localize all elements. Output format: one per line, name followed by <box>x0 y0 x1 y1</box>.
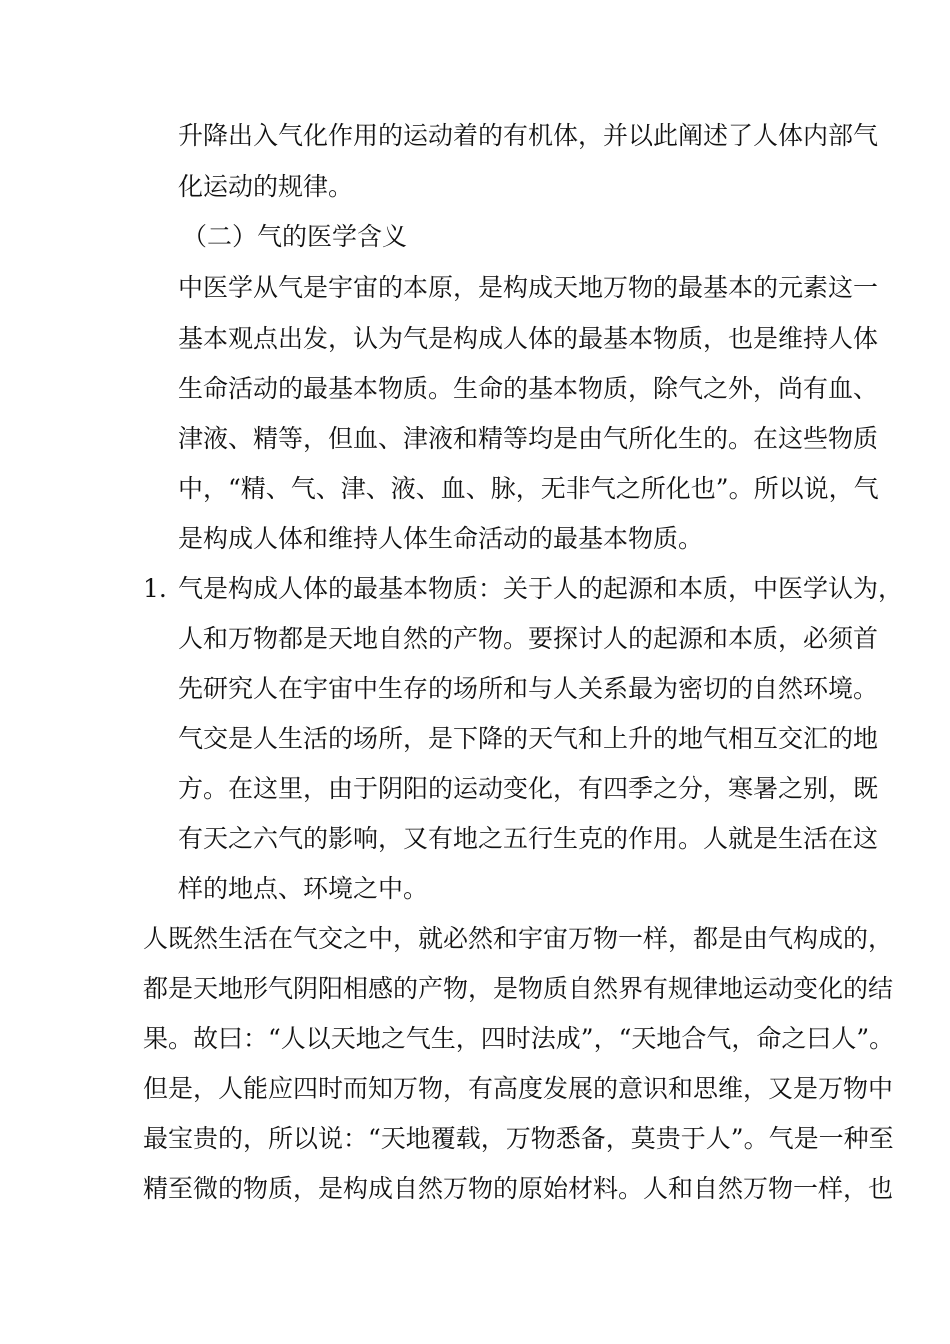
paragraph-line: 精至微的物质，是构成自然万物的原始材料。人和自然万物一样，也 <box>143 1174 894 1203</box>
list-item-line: 先研究人在宇宙中生存的场所和与人关系最为密切的自然环境。 <box>178 674 879 703</box>
list-item-line: 有天之六气的影响，又有地之五行生克的作用。人就是生活在这 <box>178 824 879 853</box>
list-item-line: 气交是人生活的场所，是下降的天气和上升的地气相互交汇的地 <box>178 724 879 753</box>
paragraph-line: 但是，人能应四时而知万物，有高度发展的意识和思维，又是万物中 <box>143 1074 894 1103</box>
paragraph-line: 中，“精、气、津、液、血、脉，无非气之所化也”。所以说，气 <box>178 474 879 503</box>
section-heading: （二）气的医学含义 <box>182 222 408 251</box>
list-item-line: 气是构成人体的最基本物质：关于人的起源和本质，中医学认为， <box>178 574 904 603</box>
paragraph-line: 化运动的规律。 <box>178 172 354 201</box>
paragraph-line: 是构成人体和维持人体生命活动的最基本物质。 <box>178 524 704 553</box>
paragraph-line: 都是天地形气阴阳相感的产物，是物质自然界有规律地运动变化的结 <box>143 974 894 1003</box>
paragraph-line: 升降出入气化作用的运动着的有机体，并以此阐述了人体内部气 <box>178 121 879 150</box>
paragraph-line: 基本观点出发，认为气是构成人体的最基本物质，也是维持人体 <box>178 324 879 353</box>
paragraph-line: 中医学从气是宇宙的本原，是构成天地万物的最基本的元素这一 <box>178 273 879 302</box>
paragraph-line: 生命活动的最基本物质。生命的基本物质，除气之外，尚有血、 <box>178 374 879 403</box>
paragraph-line: 人既然生活在气交之中，就必然和宇宙万物一样，都是由气构成的， <box>143 924 894 953</box>
list-item-line: 方。在这里，由于阴阳的运动变化，有四季之分，寒暑之别，既 <box>178 774 879 803</box>
paragraph-line: 果。故曰：“人以天地之气生，四时法成”，“天地合气，命之曰人”。 <box>143 1024 895 1053</box>
list-item-line: 样的地点、环境之中。 <box>178 874 429 903</box>
list-number: 1. <box>143 574 167 603</box>
list-item-line: 人和万物都是天地自然的产物。要探讨人的起源和本质，必须首 <box>178 624 879 653</box>
paragraph-line: 津液、精等，但血、津液和精等均是由气所化生的。在这些物质 <box>178 424 879 453</box>
paragraph-line: 最宝贵的，所以说：“天地覆载，万物悉备，莫贵于人”。气是一种至 <box>143 1124 894 1153</box>
